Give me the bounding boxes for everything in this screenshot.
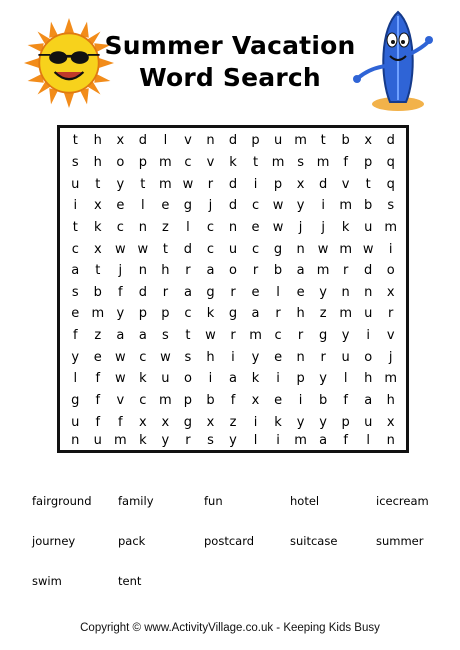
- grid-letter[interactable]: p: [183, 393, 193, 409]
- grid-letter[interactable]: v: [206, 154, 215, 170]
- grid-letter[interactable]: d: [138, 133, 147, 149]
- grid-letter[interactable]: b: [273, 263, 283, 279]
- grid-letter[interactable]: h: [386, 393, 395, 409]
- grid-letter[interactable]: a: [229, 371, 237, 387]
- grid-letter[interactable]: b: [93, 284, 102, 300]
- grid-letter[interactable]: h: [93, 133, 102, 149]
- grid-letter[interactable]: i: [321, 198, 325, 214]
- grid-letter[interactable]: y: [296, 414, 305, 430]
- grid-letter[interactable]: x: [161, 414, 170, 430]
- grid-letter[interactable]: r: [230, 328, 236, 344]
- grid-letter[interactable]: q: [386, 176, 395, 192]
- grid-letter[interactable]: i: [366, 328, 370, 344]
- grid-letter[interactable]: u: [364, 414, 373, 430]
- grid-letter[interactable]: k: [94, 219, 102, 235]
- grid-letter[interactable]: n: [296, 241, 305, 257]
- grid-letter[interactable]: y: [71, 349, 80, 365]
- grid-letter[interactable]: g: [71, 393, 80, 409]
- grid-letter[interactable]: d: [138, 284, 147, 300]
- grid-letter[interactable]: d: [228, 198, 238, 214]
- grid-letter[interactable]: c: [251, 198, 260, 214]
- grid-letter[interactable]: k: [251, 371, 260, 387]
- grid-letter[interactable]: o: [386, 263, 395, 279]
- grid-letter[interactable]: b: [318, 393, 328, 409]
- word-list-item: pack: [118, 534, 146, 548]
- grid-letter[interactable]: z: [94, 328, 102, 344]
- grid-letter[interactable]: u: [228, 241, 238, 257]
- grid-letter[interactable]: y: [296, 198, 305, 214]
- grid-letter[interactable]: p: [138, 306, 147, 322]
- grid-letter[interactable]: f: [343, 154, 348, 170]
- grid-letter[interactable]: f: [95, 371, 101, 387]
- grid-letter[interactable]: w: [205, 328, 216, 344]
- grid-letter[interactable]: c: [139, 349, 147, 365]
- grid-letter[interactable]: r: [185, 432, 191, 448]
- grid-letter[interactable]: m: [159, 154, 172, 170]
- grid-letter[interactable]: l: [73, 371, 78, 387]
- word-list-item: journey: [32, 534, 76, 548]
- grid-letter[interactable]: p: [341, 414, 350, 430]
- grid-letter[interactable]: x: [93, 198, 102, 214]
- grid-letter[interactable]: m: [113, 432, 127, 448]
- grid-letter[interactable]: o: [229, 263, 237, 279]
- grid-letter[interactable]: b: [364, 198, 373, 214]
- grid-letter[interactable]: d: [386, 133, 395, 149]
- grid-letter[interactable]: e: [251, 219, 260, 235]
- grid-letter[interactable]: k: [274, 414, 282, 430]
- word-list-item: tent: [118, 574, 142, 588]
- grid-letter[interactable]: w: [272, 219, 284, 235]
- grid-letter[interactable]: a: [138, 328, 147, 344]
- grid-letter[interactable]: i: [276, 371, 280, 387]
- grid-letter[interactable]: j: [388, 349, 393, 365]
- grid-letter[interactable]: j: [298, 219, 303, 235]
- grid-letter[interactable]: t: [95, 176, 101, 192]
- word-list-item: summer: [376, 534, 424, 548]
- grid-letter[interactable]: s: [207, 432, 214, 448]
- grid-letter[interactable]: w: [160, 349, 171, 365]
- grid-letter[interactable]: g: [318, 328, 328, 344]
- grid-letter[interactable]: c: [116, 219, 124, 235]
- grid-letter[interactable]: r: [207, 176, 214, 192]
- grid-letter[interactable]: y: [341, 328, 350, 344]
- grid-letter[interactable]: a: [71, 263, 80, 279]
- word-list-item: fun: [204, 494, 223, 508]
- grid-letter[interactable]: r: [185, 263, 191, 279]
- grid-letter[interactable]: u: [161, 371, 170, 387]
- grid-letter[interactable]: x: [139, 414, 147, 430]
- grid-letter[interactable]: u: [364, 306, 373, 322]
- grid-letter[interactable]: j: [208, 198, 213, 214]
- grid-letter[interactable]: t: [72, 133, 78, 149]
- grid-letter[interactable]: f: [343, 432, 348, 448]
- grid-letter[interactable]: c: [139, 393, 147, 409]
- grid-letter[interactable]: f: [118, 284, 123, 300]
- grid-letter[interactable]: u: [341, 349, 350, 365]
- grid-letter[interactable]: i: [253, 414, 258, 430]
- grid-letter[interactable]: y: [116, 306, 125, 322]
- grid-letter[interactable]: y: [116, 176, 125, 192]
- grid-letter[interactable]: c: [274, 328, 282, 344]
- grid-letter[interactable]: a: [116, 328, 125, 344]
- grid-letter[interactable]: f: [230, 393, 236, 409]
- grid-letter[interactable]: t: [95, 263, 101, 279]
- grid-letter[interactable]: y: [251, 349, 260, 365]
- grid-letter[interactable]: v: [386, 328, 395, 344]
- grid-letter[interactable]: l: [276, 284, 280, 300]
- grid-letter[interactable]: p: [296, 371, 305, 387]
- grid-letter[interactable]: x: [296, 176, 305, 192]
- grid-letter[interactable]: p: [138, 154, 147, 170]
- grid-letter[interactable]: m: [339, 306, 352, 322]
- grid-letter[interactable]: n: [138, 263, 147, 279]
- grid-letter[interactable]: y: [319, 284, 327, 300]
- grid-letter[interactable]: m: [339, 241, 352, 257]
- grid-letter[interactable]: x: [116, 133, 125, 149]
- grid-letter[interactable]: z: [319, 306, 327, 322]
- word-list-item: fairground: [32, 494, 92, 508]
- grid-letter[interactable]: b: [341, 133, 350, 149]
- grid-letter[interactable]: h: [296, 306, 305, 322]
- grid-letter[interactable]: r: [230, 284, 236, 300]
- word-list: [32, 490, 442, 592]
- grid-letter[interactable]: u: [273, 133, 283, 149]
- grid-letter[interactable]: u: [71, 176, 80, 192]
- grid-letter[interactable]: e: [161, 198, 170, 214]
- grid-letter[interactable]: g: [206, 284, 215, 300]
- grid-letter[interactable]: k: [206, 306, 215, 322]
- grid-letter[interactable]: w: [272, 198, 284, 214]
- grid-letter[interactable]: a: [296, 263, 305, 279]
- grid-letter[interactable]: j: [118, 263, 123, 279]
- title-line-2: Word Search: [139, 63, 321, 92]
- grid-letter[interactable]: l: [163, 133, 168, 149]
- grid-letter[interactable]: t: [72, 219, 78, 235]
- grid-letter[interactable]: i: [253, 176, 258, 192]
- grid-letter[interactable]: e: [251, 284, 260, 300]
- grid-letter[interactable]: m: [294, 133, 307, 149]
- grid-letter[interactable]: w: [115, 371, 126, 387]
- word-list-item: swim: [32, 574, 62, 588]
- surfboard-character-icon: [350, 8, 434, 112]
- grid-letter[interactable]: m: [159, 176, 172, 192]
- grid-letter[interactable]: h: [161, 263, 170, 279]
- grid-letter[interactable]: w: [362, 241, 374, 257]
- grid-letter[interactable]: v: [116, 393, 125, 409]
- grid-letter[interactable]: p: [273, 176, 283, 192]
- grid-letter[interactable]: x: [206, 414, 215, 430]
- grid-letter[interactable]: n: [296, 349, 305, 365]
- grid-letter[interactable]: m: [316, 263, 330, 279]
- grid-letter[interactable]: t: [365, 176, 371, 192]
- grid-letter[interactable]: t: [162, 241, 168, 257]
- grid-letter[interactable]: v: [184, 133, 192, 149]
- grid-letter[interactable]: e: [116, 198, 125, 214]
- grid-letter[interactable]: w: [182, 176, 194, 192]
- grid-letter[interactable]: l: [141, 198, 145, 214]
- grid-letter[interactable]: o: [364, 349, 373, 365]
- grid-letter[interactable]: a: [251, 306, 260, 322]
- grid-letter[interactable]: c: [184, 306, 192, 322]
- grid-letter[interactable]: o: [116, 154, 125, 170]
- word-list-item: suitcase: [290, 534, 338, 548]
- grid-letter[interactable]: z: [161, 219, 169, 235]
- grid-letter[interactable]: r: [342, 263, 349, 279]
- grid-letter[interactable]: g: [273, 241, 283, 257]
- grid-letter[interactable]: m: [339, 198, 352, 214]
- grid-letter[interactable]: s: [71, 284, 79, 300]
- grid-letter[interactable]: c: [206, 241, 215, 257]
- grid-letter[interactable]: c: [206, 219, 215, 235]
- title-line-1: Summer Vacation: [104, 31, 356, 60]
- grid-letter[interactable]: n: [386, 432, 395, 448]
- word-list-item: postcard: [204, 534, 255, 548]
- grid-letter[interactable]: f: [72, 328, 78, 344]
- grid-letter[interactable]: x: [386, 284, 395, 300]
- grid-letter[interactable]: g: [183, 198, 193, 214]
- grid-letter[interactable]: v: [341, 176, 350, 192]
- grid-letter[interactable]: m: [384, 219, 398, 235]
- grid-letter[interactable]: d: [318, 176, 328, 192]
- grid-letter[interactable]: t: [185, 328, 191, 344]
- grid-letter[interactable]: d: [228, 176, 238, 192]
- grid-letter[interactable]: s: [71, 154, 79, 170]
- grid-letter[interactable]: t: [320, 133, 326, 149]
- grid-letter[interactable]: k: [139, 432, 147, 448]
- grid-letter[interactable]: g: [228, 306, 238, 322]
- grid-letter[interactable]: e: [296, 284, 305, 300]
- grid-letter[interactable]: m: [91, 306, 105, 322]
- grid-letter[interactable]: x: [251, 393, 260, 409]
- grid-letter[interactable]: e: [71, 306, 80, 322]
- grid-letter[interactable]: l: [253, 432, 258, 448]
- grid-letter[interactable]: t: [140, 176, 146, 192]
- grid-letter[interactable]: r: [162, 284, 169, 300]
- grid-letter[interactable]: a: [206, 263, 215, 279]
- grid-letter[interactable]: m: [316, 154, 330, 170]
- grid-letter[interactable]: s: [162, 328, 169, 344]
- word-list-item: hotel: [290, 494, 320, 508]
- grid-letter[interactable]: a: [319, 432, 328, 448]
- grid-letter[interactable]: i: [73, 198, 78, 214]
- grid-letter[interactable]: k: [341, 219, 350, 235]
- grid-letter[interactable]: m: [271, 154, 285, 170]
- grid-letter[interactable]: o: [183, 371, 192, 387]
- grid-letter[interactable]: r: [297, 328, 304, 344]
- grid-letter[interactable]: d: [364, 263, 373, 279]
- grid-letter[interactable]: a: [364, 393, 373, 409]
- grid-letter[interactable]: f: [95, 414, 101, 430]
- word-list-item: icecream: [376, 494, 429, 508]
- grid-letter[interactable]: l: [343, 371, 348, 387]
- grid-letter[interactable]: e: [274, 393, 283, 409]
- grid-letter[interactable]: i: [231, 349, 235, 365]
- grid-letter[interactable]: f: [343, 393, 348, 409]
- grid-letter[interactable]: m: [249, 328, 262, 344]
- grid-letter[interactable]: r: [252, 263, 259, 279]
- grid-letter[interactable]: l: [366, 432, 370, 448]
- grid-letter[interactable]: u: [93, 432, 102, 448]
- grid-letter[interactable]: y: [161, 432, 170, 448]
- grid-letter[interactable]: b: [206, 393, 215, 409]
- grid-letter[interactable]: n: [138, 219, 147, 235]
- grid-letter[interactable]: g: [183, 414, 193, 430]
- grid-letter[interactable]: x: [93, 241, 102, 257]
- grid-letter[interactable]: s: [297, 154, 304, 170]
- grid-letter[interactable]: y: [319, 371, 327, 387]
- grid-letter[interactable]: u: [71, 414, 80, 430]
- grid-letter[interactable]: n: [364, 284, 373, 300]
- grid-letter[interactable]: i: [208, 371, 213, 387]
- grid-letter[interactable]: h: [206, 349, 215, 365]
- grid-letter[interactable]: i: [298, 393, 303, 409]
- grid-letter[interactable]: c: [251, 241, 260, 257]
- grid-letter[interactable]: r: [275, 306, 281, 322]
- grid-letter[interactable]: x: [364, 133, 373, 149]
- grid-letter[interactable]: n: [228, 219, 238, 235]
- grid-letter[interactable]: w: [115, 349, 126, 365]
- grid-letter[interactable]: k: [139, 371, 147, 387]
- grid-letter[interactable]: d: [228, 133, 238, 149]
- grid-letter[interactable]: f: [118, 414, 123, 430]
- grid-letter[interactable]: d: [183, 241, 193, 257]
- grid-letter[interactable]: w: [137, 241, 149, 257]
- grid-letter[interactable]: s: [184, 349, 192, 365]
- grid-letter[interactable]: x: [386, 414, 395, 430]
- copyright-text: Copyright © www.ActivityVillage.co.uk - Keeping Kids Busy: [80, 622, 380, 634]
- grid-letter[interactable]: w: [317, 241, 329, 257]
- grid-letter[interactable]: w: [115, 241, 126, 257]
- grid-letter[interactable]: a: [183, 284, 192, 300]
- grid-letter[interactable]: q: [386, 154, 395, 170]
- grid-letter[interactable]: h: [364, 371, 373, 387]
- grid-letter[interactable]: p: [251, 133, 260, 149]
- grid-letter[interactable]: m: [294, 432, 307, 448]
- grid-letter[interactable]: r: [388, 306, 394, 322]
- grid-letter[interactable]: m: [159, 393, 172, 409]
- grid-letter[interactable]: k: [229, 154, 237, 170]
- grid-letter[interactable]: p: [161, 306, 170, 322]
- page-title: [100, 30, 360, 94]
- grid-letter[interactable]: h: [93, 154, 102, 170]
- grid-letter[interactable]: y: [229, 432, 237, 448]
- grid-letter[interactable]: n: [206, 133, 215, 149]
- grid-letter[interactable]: t: [252, 154, 259, 170]
- grid-letter[interactable]: y: [319, 414, 327, 430]
- grid-letter[interactable]: z: [229, 414, 237, 430]
- grid-letter[interactable]: f: [95, 393, 101, 409]
- grid-letter[interactable]: e: [93, 349, 102, 365]
- grid-letter[interactable]: u: [364, 219, 373, 235]
- grid-letter[interactable]: s: [387, 198, 395, 214]
- grid-letter[interactable]: p: [364, 154, 373, 170]
- grid-letter[interactable]: c: [71, 241, 79, 257]
- grid-letter[interactable]: j: [321, 219, 325, 235]
- grid-letter[interactable]: i: [388, 241, 393, 257]
- grid-letter[interactable]: n: [71, 432, 80, 448]
- grid-letter[interactable]: r: [320, 349, 326, 365]
- word-list-item: family: [118, 494, 154, 508]
- grid-letter[interactable]: l: [186, 219, 190, 235]
- grid-letter[interactable]: m: [384, 371, 398, 387]
- word-search-grid[interactable]: [57, 125, 409, 453]
- grid-letter[interactable]: n: [341, 284, 350, 300]
- grid-letter[interactable]: i: [276, 432, 280, 448]
- grid-letter[interactable]: c: [184, 154, 192, 170]
- grid-letter[interactable]: e: [274, 349, 283, 365]
